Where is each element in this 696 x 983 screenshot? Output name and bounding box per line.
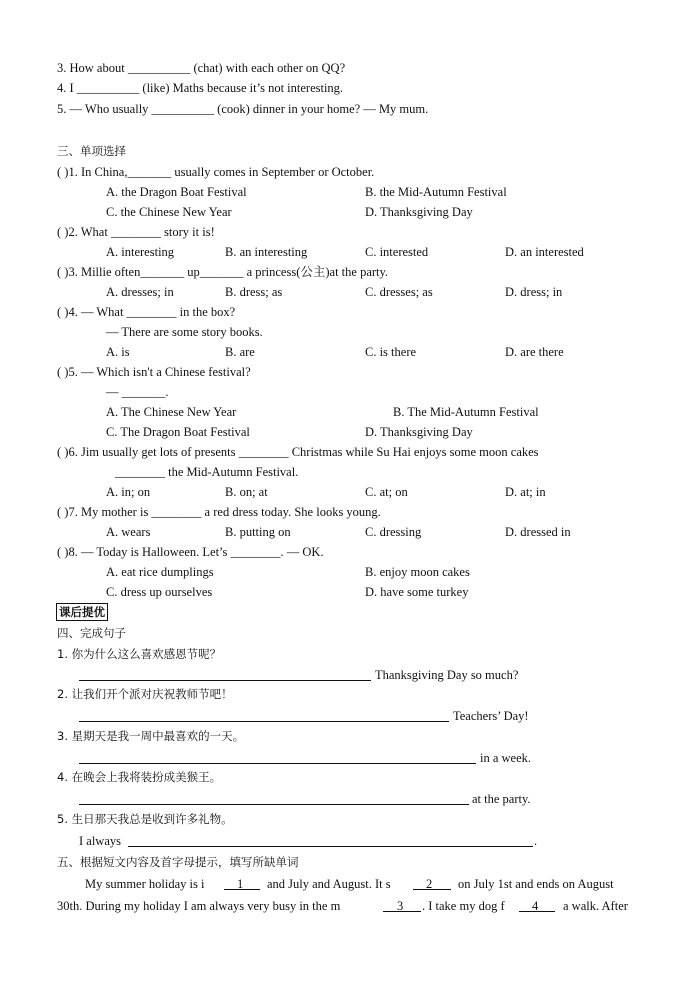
question-3-option-d: D. dress; in [505, 285, 563, 299]
question-5-stem: ( )5. — Which isn't a Chinese festival? [57, 365, 251, 379]
passage-line-1-part-1: My summer holiday is i [85, 877, 205, 891]
after-class-label: 课后提优 [56, 603, 108, 621]
question-5-option-a: A. The Chinese New Year [106, 405, 237, 419]
question-6-option-a: A. in; on [106, 485, 151, 499]
passage-line-2-part-3: a walk. After [563, 899, 628, 913]
question-7-option-b: B. putting on [225, 525, 291, 539]
blank-1-number: 1 [237, 877, 244, 891]
sentence-4-english-end: at the party. [472, 792, 531, 806]
passage-line-2-part-1: 30th. During my holiday I am always very busy in the m [57, 899, 341, 913]
question-3-option-c: C. dresses; as [365, 285, 433, 299]
question-2-option-a: A. interesting [106, 245, 175, 259]
sentence-3-english-end: in a week. [480, 751, 532, 765]
question-6-stem-cont: ________ the Mid-Autumn Festival. [115, 465, 299, 479]
blank-4-number: 4 [532, 899, 539, 913]
question-2-option-b: B. an interesting [225, 245, 308, 259]
question-1-option-d: D. Thanksgiving Day [365, 205, 473, 219]
sentence-2-english-end: Teachers’ Day! [453, 709, 529, 723]
fill-item-4: 4. I __________ (like) Maths because it’s not interesting. [57, 81, 344, 95]
sentence-4-answer-line[interactable] [79, 790, 469, 805]
sentence-1-answer-line[interactable] [79, 666, 371, 681]
question-2-option-c: C. interested [365, 245, 429, 259]
question-5-option-d: D. Thanksgiving Day [365, 425, 473, 439]
section-heading-complete-sentences: 四、完成句子 [57, 626, 126, 640]
question-6-option-b: B. on; at [225, 485, 268, 499]
question-3-stem: ( )3. Millie often_______ up_______ a princess(公主)at the party. [57, 265, 389, 279]
passage-line-1-part-2: and July and August. It s [267, 877, 391, 891]
passage-line-2-part-2: . I take my dog f [422, 899, 505, 913]
question-1-option-c: C. the Chinese New Year [106, 205, 232, 219]
question-2-stem: ( )2. What ________ story it is! [57, 225, 215, 239]
question-6-stem: ( )6. Jim usually get lots of presents ________ Christmas while Su Hai enjoys some moon cakes [57, 445, 539, 459]
question-5-option-c: C. The Dragon Boat Festival [106, 425, 250, 439]
fill-item-5: 5. — Who usually __________ (cook) dinner in your home? — My mum. [57, 102, 429, 116]
question-4-option-a: A. is [106, 345, 130, 359]
question-3-option-b: B. dress; as [225, 285, 283, 299]
blank-3-number: 3 [397, 899, 404, 913]
question-4-option-d: D. are there [505, 345, 564, 359]
sentence-2-chinese: 2. 让我们开个派对庆祝教师节吧！ [57, 687, 233, 701]
question-4-stem-reply: — There are some story books. [106, 325, 263, 339]
sentence-5-chinese: 5. 生日那天我总是收到许多礼物。 [57, 812, 233, 826]
question-7-option-a: A. wears [106, 525, 151, 539]
sentence-3-chinese: 3. 星期天是我一周中最喜欢的一天。 [57, 729, 245, 743]
sentence-3-answer-line[interactable] [79, 749, 476, 764]
blank-2-number: 2 [426, 877, 433, 891]
question-8-option-b: B. enjoy moon cakes [365, 565, 470, 579]
sentence-1-chinese: 1. 你为什么这么喜欢感恩节呢？ [57, 647, 222, 661]
section-heading-multiple-choice: 三、单项选择 [57, 144, 126, 158]
sentence-4-chinese: 4. 在晚会上我将装扮成美猴王。 [57, 770, 222, 784]
question-7-option-d: D. dressed in [505, 525, 571, 539]
question-5-option-b: B. The Mid-Autumn Festival [393, 405, 539, 419]
question-3-option-a: A. dresses; in [106, 285, 174, 299]
question-8-stem: ( )8. — Today is Halloween. Let’s ________. — OK. [57, 545, 324, 559]
sentence-5-answer-line[interactable] [128, 832, 533, 847]
sentence-2-answer-line[interactable] [79, 707, 449, 722]
question-4-stem: ( )4. — What ________ in the box? [57, 305, 236, 319]
passage-line-1-part-3: on July 1st and ends on August [458, 877, 614, 891]
question-6-option-c: C. at; on [365, 485, 408, 499]
fill-item-3: 3. How about __________ (chat) with each other on QQ? [57, 61, 346, 75]
question-8-option-c: C. dress up ourselves [106, 585, 213, 599]
sentence-5-english-end: . [534, 834, 538, 848]
section-heading-passage: 五、根据短文内容及首字母提示，填写所缺单词 [57, 855, 299, 869]
question-2-option-d: D. an interested [505, 245, 584, 259]
question-1-option-b: B. the Mid-Autumn Festival [365, 185, 507, 199]
question-7-stem: ( )7. My mother is ________ a red dress today. She looks young. [57, 505, 381, 519]
sentence-1-english-end: Thanksgiving Day so much? [375, 668, 519, 682]
question-8-option-d: D. have some turkey [365, 585, 469, 599]
question-7-option-c: C. dressing [365, 525, 422, 539]
question-4-option-b: B. are [225, 345, 255, 359]
question-6-option-d: D. at; in [505, 485, 546, 499]
question-8-option-a: A. eat rice dumplings [106, 565, 214, 579]
question-5-stem-reply: — _______. [106, 385, 169, 399]
question-1-stem: ( )1. In China,_______ usually comes in September or October. [57, 165, 375, 179]
question-1-option-a: A. the Dragon Boat Festival [106, 185, 247, 199]
question-4-option-c: C. is there [365, 345, 417, 359]
sentence-5-english-start: I always [79, 834, 121, 848]
